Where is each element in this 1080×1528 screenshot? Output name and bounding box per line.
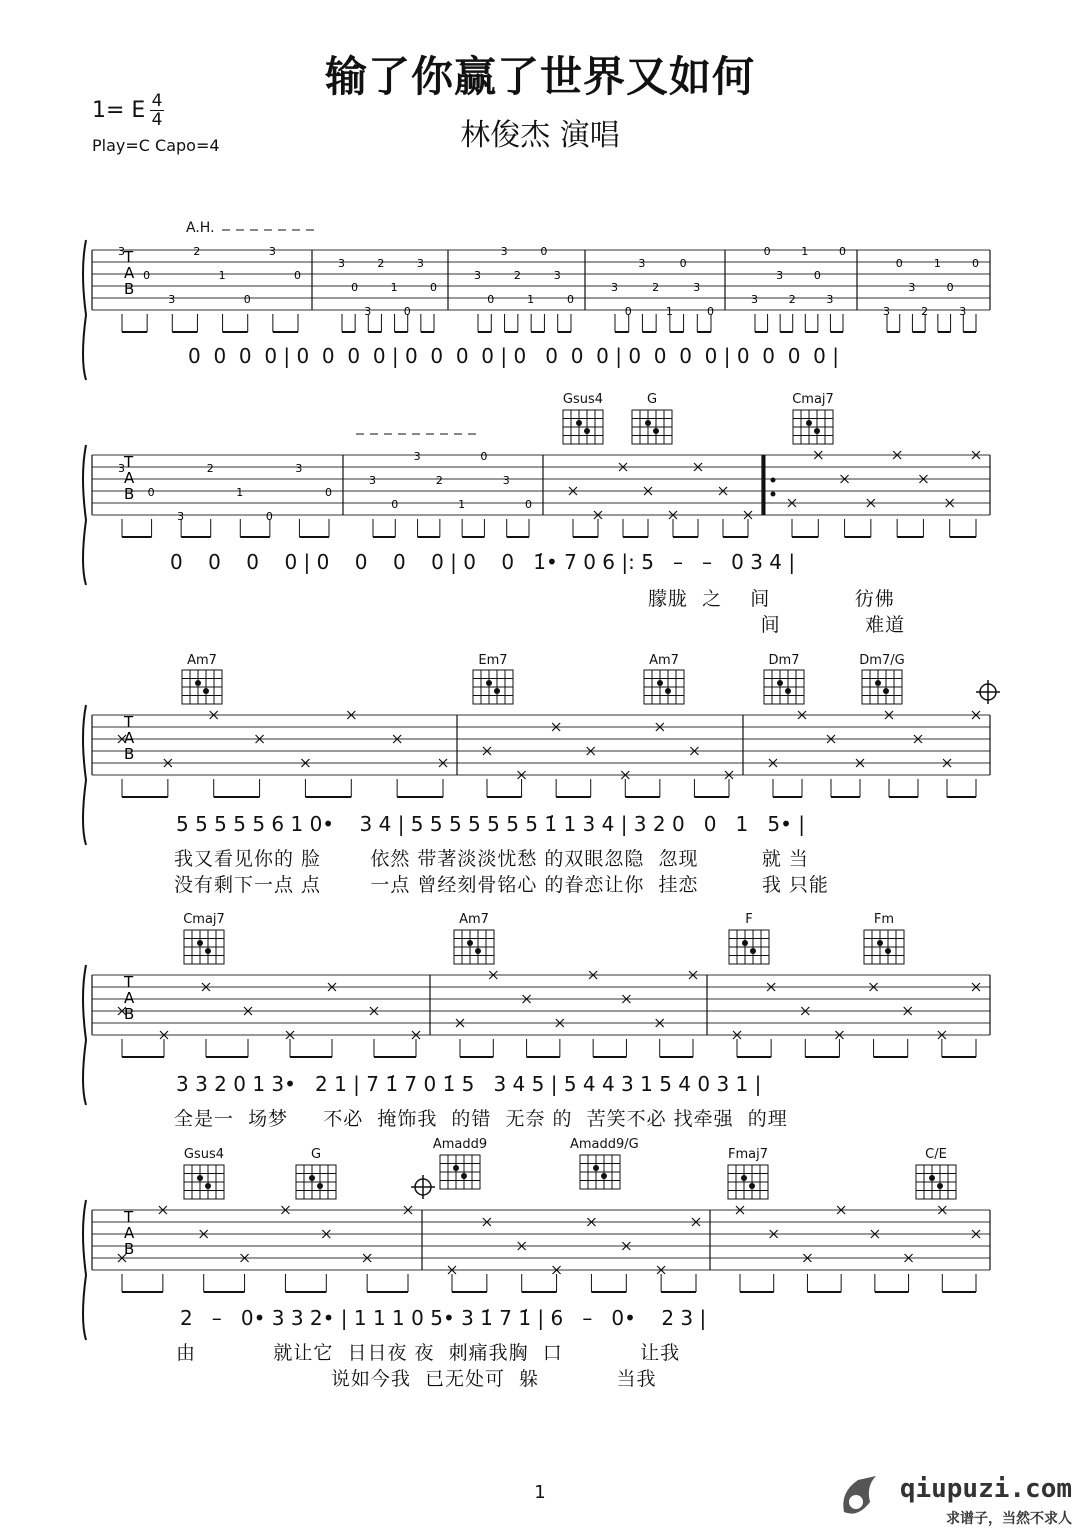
tab-fret-number: 0 [540,245,548,258]
notation-row-5: 2 – 0• 3 3 2• | 1 1 1 0 5• 3 1̇ 7 1̇ | 6 – 0• 2 3 | [180,1306,707,1330]
tab-fret-number: 1 [236,486,244,499]
chord-dot [929,1175,935,1181]
chord-dot [885,948,891,954]
chord-name: Amadd9 [432,1137,488,1152]
tab-fret-number: 3 [168,293,176,306]
tab-fret-number: 2 [206,462,214,475]
tab-fret-number: 0 [525,498,532,511]
tab-fret-number: 3 [611,281,618,294]
chord-dot [453,1165,459,1171]
tab-fret-number: 0 [391,498,399,511]
tab-fret-number: 3 [638,257,646,270]
tab-fret-number: 3 [474,269,481,282]
tab-fret-number: 3 [693,281,701,294]
chord-dot [806,420,812,426]
tab-fret-number: 2 [435,474,443,487]
tab-fret-number: 3 [826,293,834,306]
chord-name: Am7 [187,653,217,668]
tab-fret-number: 0 [763,245,771,258]
tab-fret-number: 3 [364,305,372,318]
tab-fret-number: 3 [118,245,125,258]
tab-fret-number: 3 [295,462,303,475]
chord-name: C/E [925,1147,947,1162]
tab-fret-number: 3 [118,462,125,475]
system-bracket [83,705,86,845]
tab-fret-number: 2 [788,293,796,306]
tab-fret-number: 2 [513,269,521,282]
tab-fret-number: 0 [487,293,495,306]
repeat-dot [771,492,776,497]
repeat-dot [771,478,776,483]
tab-fret-number: 3 [338,257,345,270]
performer-subtitle: 林俊杰 演唱 [460,118,620,153]
chord-dot [750,948,756,954]
lyric-row-4a: 全是一 场梦 不必 掩饰我 的错 无奈 的 苦笑不必 找牵强 的理 [174,1108,788,1130]
tab-fret-number: 0 [839,245,846,258]
tab-fret-number: 3 [502,474,510,487]
tab-fret-number: 0 [679,257,687,270]
chord-dot [657,680,663,686]
tab-fret-number: 1 [933,257,941,270]
tab-fret-number: 0 [624,305,632,318]
chord-dot [741,1175,747,1181]
chord-dot [877,940,883,946]
tab-fret-number: 2 [377,257,385,270]
tab-fret-number: 0 [403,305,411,318]
tab-fret-number: 0 [946,281,954,294]
chord-name: Am7 [649,653,679,668]
tab-fret-number: 1 [218,269,226,282]
chord-dot [461,1173,467,1179]
chord-dot [875,680,881,686]
tab-fret-number: 1 [665,305,673,318]
watermark-site: qiupuzi.com [899,1474,1072,1504]
chord-name: Cmaj7 [792,392,834,407]
watermark-slogan: 求谱子，当然不求人 [946,1511,1072,1527]
tab-fret-number: 0 [972,257,979,270]
chord-dot [576,420,582,426]
tab-fret-number: 3 [908,281,916,294]
tab-clef-letter: T [124,248,134,266]
tab-fret-number: 3 [959,305,967,318]
chord-dot [494,688,500,694]
lyric-row-3a: 我又看见你的 脸 依然 带著淡淡忧愁 的双眼忽隐 忽现 就 当 [174,848,809,870]
chord-dot [205,1183,211,1189]
chord-name: Am7 [459,912,489,927]
notation-row-1: 0 0 0 0 | 0 0 0 0 | 0 0 0 0 | 0 0 0 0 | 0 0 0 0 | 0 0 0 0 | [188,344,839,368]
system-bracket [83,445,86,585]
tab-fret-number: 3 [413,450,421,463]
tab-clef-letter: T [124,453,134,471]
chord-dot [486,680,492,686]
notation-row-4: 3 3 2 0 1 3• 2 1 | 7 1̇ 7 0 1̇ 5 3 4 5 | 5 4 4 3 1 5 4 0 3 1 | [176,1072,762,1096]
system-bracket [83,1200,86,1340]
lyric-row-5b: 说如今我 已无处可 躲 当我 [176,1368,657,1390]
tab-fret-number: 1 [527,293,535,306]
tab-fret-number: 3 [369,474,376,487]
chord-dot [883,688,889,694]
lyric-row-3b: 没有剩下一点 点 一点 曾经刻骨铭心 的眷恋让你 挂恋 我 只能 [174,874,829,896]
chord-name: Fmaj7 [728,1147,768,1162]
chord-dot [937,1183,943,1189]
tab-fret-number: 0 [707,305,714,318]
chord-dot [475,948,481,954]
tab-clef-letter: B [124,1005,135,1023]
tab-fret-number: 3 [751,293,758,306]
chord-dot [593,1165,599,1171]
notation-row-3: 5 5 5 5 5 6 1 0• 3 4 | 5 5 5 5 5 5 5 1̇ 1 3 4 | 3 2 0 0 1 5• | [176,812,805,836]
time-top: 4 [151,91,163,111]
tab-fret-number: 2 [193,245,201,258]
chord-name: Em7 [478,653,508,668]
chord-dot [197,940,203,946]
page-number: 1 [534,1482,546,1503]
lyric-row-2a: 朦胧 之 间 彷佛 [648,588,895,610]
chord-name: G [646,392,658,407]
chord-dot [584,428,590,434]
tab-fret-number: 2 [652,281,660,294]
tab-clef-letter: A [124,989,135,1007]
chord-name: Dm7 [768,653,800,668]
tab-fret-number: 0 [325,486,332,499]
capo-info: Play=C Capo=4 [92,136,220,155]
chord-name: Amadd9/G [570,1137,639,1152]
lyric-row-5a: 由 就让它 日日夜 夜 刺痛我胸 口 让我 [176,1342,681,1364]
chord-dot [601,1173,607,1179]
tab-fret-number: 3 [883,305,890,318]
tab-fret-number: 1 [458,498,466,511]
tab-fret-number: 3 [416,257,424,270]
chord-dot [777,680,783,686]
chord-dot [205,948,211,954]
tab-clef-letter: A [124,729,135,747]
tab-fret-number: 1 [390,281,398,294]
chord-dot [197,1175,203,1181]
tab-fret-number: 0 [480,450,488,463]
tab-fret-number: 0 [265,510,273,523]
chord-dot [785,688,791,694]
tab-clef-letter: B [124,745,135,763]
tab-clef-letter: A [124,264,135,282]
page-title: 输了你赢了世界又如何 [324,52,755,101]
chord-dot [653,428,659,434]
tab-clef-letter: T [124,1208,134,1226]
tab-clef-letter: B [124,280,135,298]
tab-fret-number: 0 [147,486,155,499]
tab-fret-number: 0 [567,293,574,306]
time-bottom: 4 [151,110,163,130]
system-bracket [83,240,86,380]
notation-row-2: 0 0 0 0 | 0 0 0 0 | 0 0 1̇• 7 0 6 |: 5 – – 0 3 4 | [170,550,796,574]
tab-fret-number: 3 [553,269,561,282]
chord-dot [742,940,748,946]
chord-name: Dm7/G [859,653,905,668]
tab-clef-letter: B [124,485,135,503]
chord-name: Fm [873,912,895,927]
chord-name: Gsus4 [562,392,604,407]
tab-fret-number: 2 [921,305,929,318]
technique-label: A.H. [186,220,215,236]
chord-name: G [310,1147,322,1162]
chord-dot [645,420,651,426]
tab-fret-number: 3 [776,269,784,282]
tab-fret-number: 0 [143,269,151,282]
tab-clef-letter: T [124,713,134,731]
chord-dot [467,940,473,946]
tab-clef-letter: T [124,973,134,991]
chord-dot [665,688,671,694]
tab-clef-letter: B [124,1240,135,1258]
tab-fret-number: 3 [177,510,185,523]
chord-name: F [745,912,753,927]
chord-dot [749,1183,755,1189]
tab-fret-number: 1 [801,245,809,258]
chord-dot [309,1175,315,1181]
chord-dot [814,428,820,434]
tab-fret-number: 3 [268,245,276,258]
tab-fret-number: 0 [813,269,821,282]
watermark-logo [836,1472,886,1520]
tab-fret-number: 0 [351,281,359,294]
tab-fret-number: 3 [500,245,508,258]
tab-clef-letter: A [124,469,135,487]
chord-dot [317,1183,323,1189]
tab-fret-number: 0 [243,293,251,306]
lyric-row-2b: 间 难道 [648,614,906,636]
tab-fret-number: 0 [430,281,437,294]
key-signature: 1= E [92,98,146,123]
chord-dot [203,688,209,694]
tab-fret-number: 0 [294,269,301,282]
chord-dot [195,680,201,686]
tab-clef-letter: A [124,1224,135,1242]
tab-fret-number: 0 [895,257,903,270]
chord-name: Gsus4 [183,1147,225,1162]
system-bracket [83,965,86,1105]
chord-name: Cmaj7 [183,912,225,927]
